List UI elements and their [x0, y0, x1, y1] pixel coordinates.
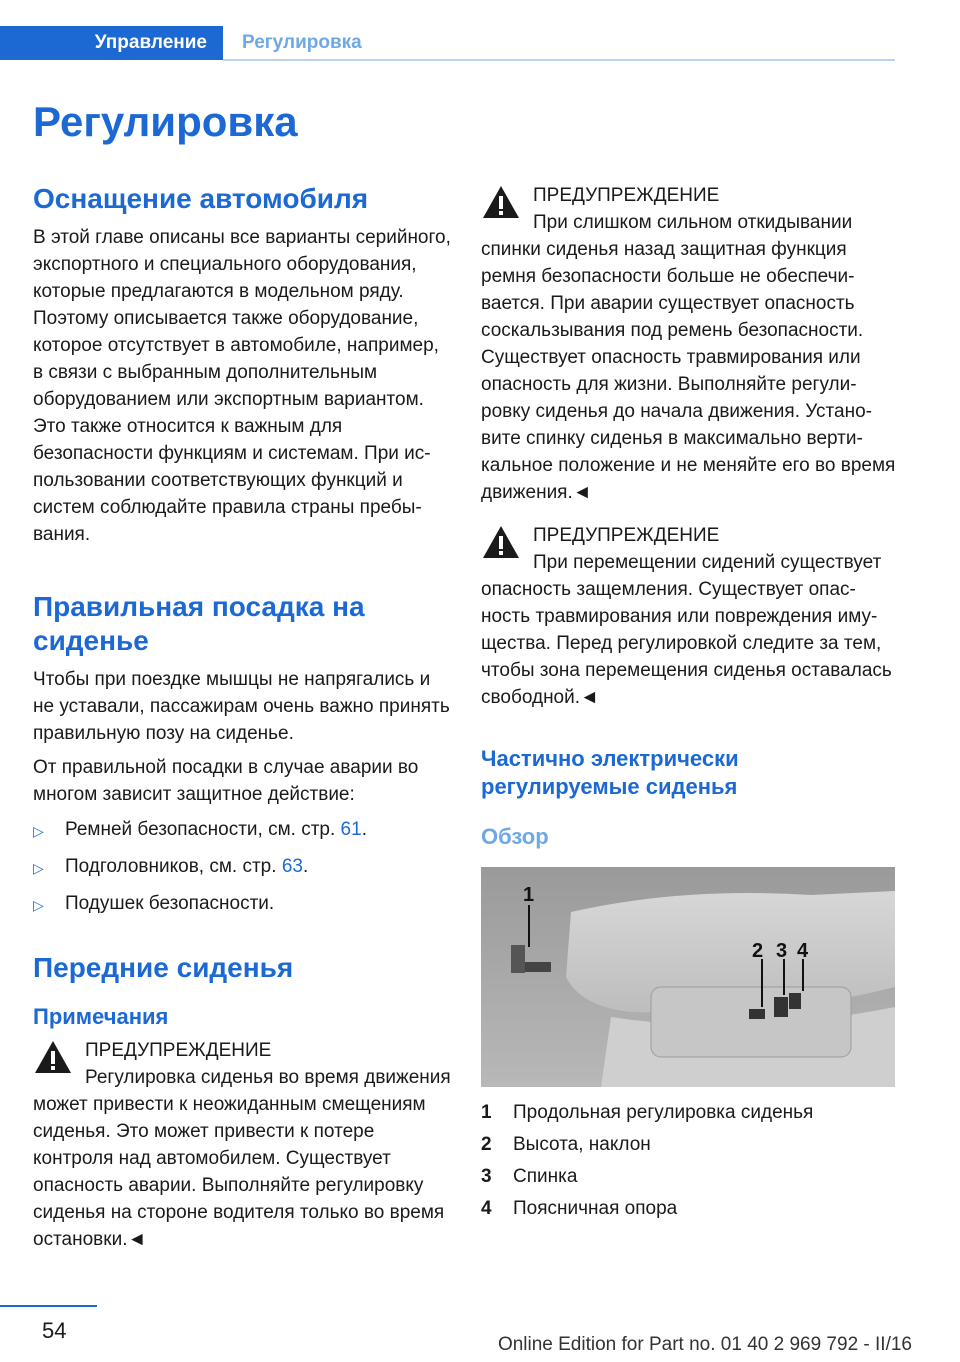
legend-item: 1 Продольная регулировка сиденья — [481, 1102, 814, 1123]
section-title-equipment: Оснащение автомобиля — [33, 183, 369, 214]
warning-block — [33, 1037, 451, 1253]
left-column — [33, 182, 451, 1253]
tab-regulirovka[interactable]: Регулировка — [242, 32, 362, 53]
warning-text: При перемещении сидений существует опасность защемления. Существует опасность травмирования или повреждения имущества. Перед регулировкой следите за тем, чтобы зона перемещения сиденья оставалась свободной.◄ — [481, 552, 892, 708]
triangle-bullet-icon: ▷ — [33, 823, 44, 839]
equipment-text: В этой главе описаны все варианты серийного, экспортного и специального оборудования, которые предлагаются в модельном ряду. Поэтому описывается также оборудование, которое отсутствует в автомобиле, например, в связи с выбранным дополнительным оборудованием или экспортным вариантом. Это также относится к важным для безопасности функциям и системам. При использовании соответствующих функций и систем соблюдайте правила страны пребывания. — [33, 227, 451, 545]
protection-list — [33, 816, 451, 917]
warning-icon — [33, 1039, 73, 1075]
list-item: ▷ Подушек безопасности. — [33, 893, 275, 914]
subsection-overview: Обзор — [481, 824, 549, 849]
tab-upravlenie[interactable]: Управление — [0, 26, 223, 60]
callout-label: 2 — [752, 940, 764, 962]
footer-edition: Online Edition for Part no. 01 40 2 969 792 - II/16 — [497, 1334, 912, 1355]
right-column — [481, 182, 897, 1225]
seating-text-2: От правильной посадки в случае аварии во многом зависит защитное действие: — [33, 757, 419, 805]
tab-divider — [223, 59, 895, 61]
warning-label: ПРЕДУПРЕЖДЕНИЕ — [85, 1040, 272, 1061]
warning-block — [481, 522, 897, 711]
warning-icon — [481, 184, 521, 220]
warning-block — [481, 182, 897, 506]
warning-icon — [481, 524, 521, 560]
callout-label: 4 — [797, 940, 809, 962]
page-number-rule — [0, 1305, 97, 1307]
seat-controls-image — [481, 867, 895, 1087]
warning-label: ПРЕДУПРЕЖДЕНИЕ — [533, 185, 720, 206]
warning-label: ПРЕДУПРЕЖДЕНИЕ — [533, 525, 720, 546]
list-item: ▷ Ремней безопасности, см. стр. 61. — [33, 819, 367, 840]
image-legend — [481, 1097, 897, 1225]
legend-item: 4 Поясничная опора — [481, 1198, 678, 1219]
legend-item: 2 Высота, наклон — [481, 1134, 651, 1155]
section-title-front-seats: Передние сиденья — [33, 952, 294, 983]
callout-label: 1 — [523, 884, 535, 906]
triangle-bullet-icon: ▷ — [33, 860, 44, 876]
warning-text: При слишком сильном откидывании спинки сиденья назад защитная функция ремня безопасности больше не обеспечивается. При аварии существует опасность соскальзывания под ремень безопасности. Существует опасность травмирования или опасность для жизни. Выполняйте регулировку сиденья до начала движения. Установите спинку сиденья в максимально вертикальное положение и не меняйте его во время движения.◄ — [481, 212, 896, 503]
page-link-63[interactable]: 63 — [281, 856, 303, 877]
page-number: 54 — [42, 1318, 67, 1343]
header-tabs — [0, 26, 895, 62]
seating-text-1: Чтобы при поездке мышцы не напрягались и не уставали, пассажирам очень важно принять правильную позу на сиденье. — [33, 669, 450, 744]
section-title-electric-seats: Частично электрически регулируемые сиденья — [481, 746, 739, 799]
list-item: ▷ Подголовников, см. стр. 63. — [33, 856, 309, 877]
subsection-notes: Примечания — [33, 1004, 169, 1029]
warning-text: Регулировка сиденья во время движения может привести к неожиданным смещениям сиденья. Это может привести к потере контроля над автомобилем. Существует опасность аварии. Выполняйте регулировку сиденья на стороне водителя только во время остановки.◄ — [33, 1067, 451, 1250]
triangle-bullet-icon: ▷ — [33, 897, 44, 913]
page-title: Регулировка — [33, 98, 298, 145]
section-title-seating: Правильная посадка на сиденье — [33, 591, 365, 656]
callout-label: 3 — [776, 940, 788, 962]
page-link-61[interactable]: 61 — [340, 819, 362, 840]
legend-item: 3 Спинка — [481, 1166, 578, 1187]
